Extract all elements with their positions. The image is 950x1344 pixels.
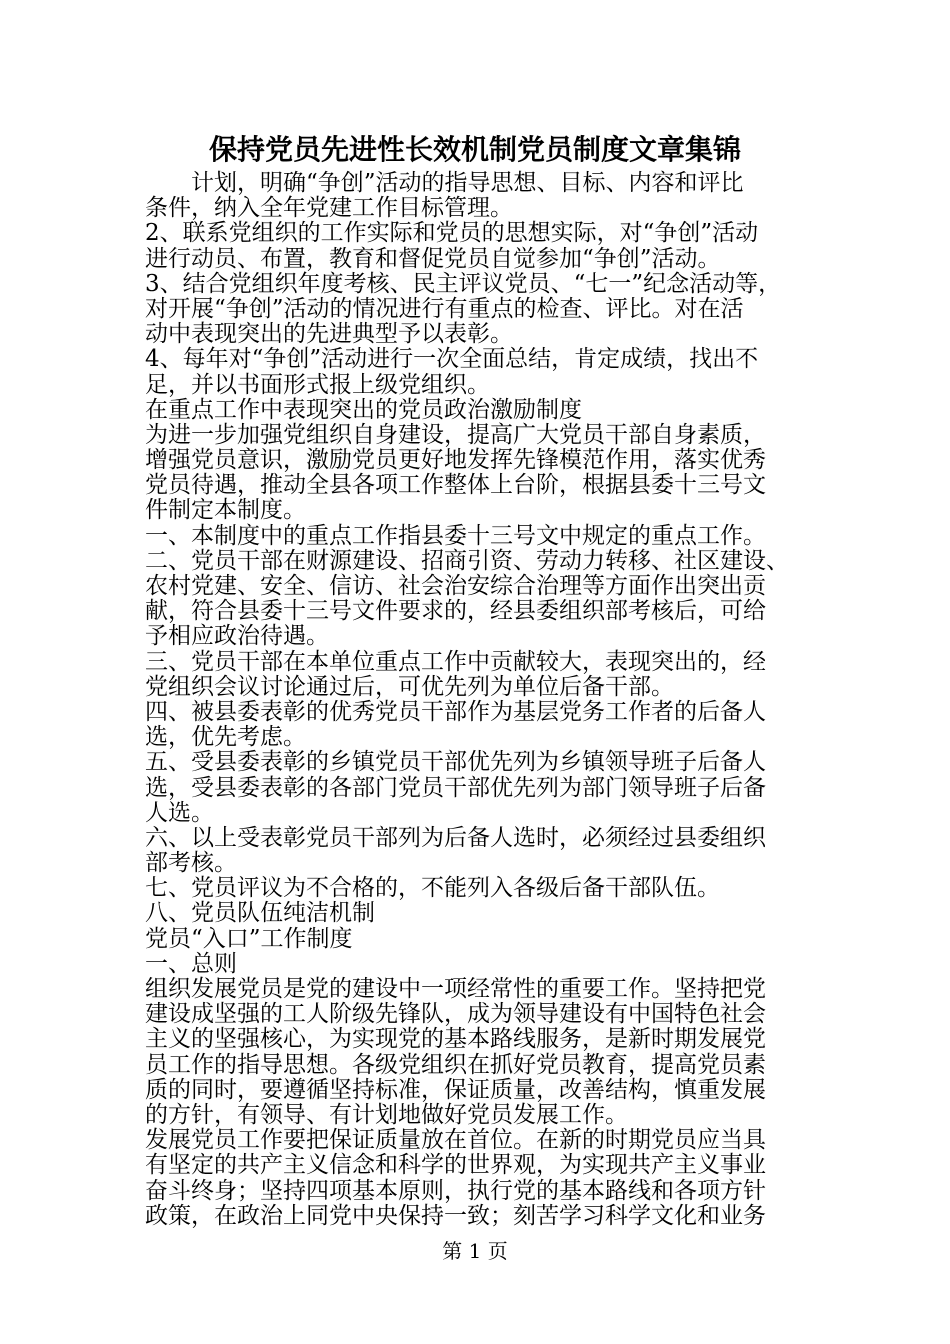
text-line: 为进一步加强党组织自身建设，提高广大党员干部自身素质， bbox=[145, 421, 766, 448]
page-number: 第 1 页 bbox=[442, 1239, 508, 1263]
document-title: 保持党员先进性长效机制党员制度文章集锦 bbox=[208, 133, 741, 166]
text-line: 选，优先考虑。 bbox=[145, 724, 306, 751]
text-line: 农村党建、安全、信访、社会治安综合治理等方面作出突出贡 bbox=[145, 573, 766, 599]
text-line: 2、联系党组织的工作实际和党员的思想实际，对“争创”活动 bbox=[145, 220, 759, 247]
text-line: 党员“入口”工作制度 bbox=[145, 925, 353, 952]
text-line: 部考核。 bbox=[145, 850, 237, 877]
text-line: 政策，在政治上同党中央保持一致；刻苦学习科学文化和业务 bbox=[145, 1202, 766, 1229]
text-line: 四、被县委表彰的优秀党员干部作为基层党务工作者的后备人 bbox=[145, 698, 766, 725]
text-line: 一、本制度中的重点工作指县委十三号文中规定的重点工作。 bbox=[145, 522, 766, 549]
text-line: 的方针，有领导、有计划地做好党员发展工作。 bbox=[145, 1101, 628, 1128]
text-line: 对开展“争创”活动的情况进行有重点的检查、评比。对在活 bbox=[145, 295, 744, 322]
text-line: 三、党员干部在本单位重点工作中贡献较大，表现突出的，经 bbox=[145, 648, 766, 675]
text-line: 奋斗终身；坚持四项基本原则，执行党的基本路线和各项方针 bbox=[145, 1177, 766, 1204]
text-line: 主义的坚强核心，为实现党的基本路线服务，是新时期发展党 bbox=[145, 1026, 766, 1053]
text-line: 在重点工作中表现突出的党员政治激励制度 bbox=[145, 396, 582, 423]
text-line: 组织发展党员是党的建设中一项经常性的重要工作。坚持把党 bbox=[145, 976, 766, 1002]
text-line: 员工作的指导思想。各级党组织在抓好党员教育，提高党员素 bbox=[145, 1051, 766, 1078]
text-line: 党员待遇，推动全县各项工作整体上台阶，根据县委十三号文 bbox=[145, 472, 766, 499]
text-line: 二、党员干部在财源建设、招商引资、劳动力转移、社区建设、 bbox=[145, 547, 789, 574]
document-body bbox=[145, 171, 825, 1229]
text-line: 党组织会议讨论通过后，可优先列为单位后备干部。 bbox=[145, 673, 674, 700]
text-line: 建设成坚强的工人阶级先锋队，成为领导建设有中国特色社会 bbox=[145, 1001, 766, 1028]
text-line: 件制定本制度。 bbox=[145, 497, 306, 524]
text-line: 六、以上受表彰党员干部列为后备人选时，必须经过县委组织 bbox=[145, 824, 766, 851]
text-line: 发展党员工作要把保证质量放在首位。在新的时期党员应当具 bbox=[145, 1127, 766, 1154]
text-line: 3、结合党组织年度考核、民主评议党员、“七一”纪念活动等， bbox=[145, 270, 782, 297]
text-line: 一、总则 bbox=[145, 950, 237, 977]
text-line: 进行动员、布置，教育和督促党员自觉参加“争创”活动。 bbox=[145, 245, 721, 272]
text-line: 五、受县委表彰的乡镇党员干部优先列为乡镇领导班子后备人 bbox=[145, 749, 766, 776]
text-line: 动中表现突出的先进典型予以表彰。 bbox=[145, 321, 513, 348]
text-line: 增强党员意识，激励党员更好地发挥先锋模范作用，落实优秀 bbox=[145, 447, 766, 474]
text-line: 献，符合县委十三号文件要求的，经县委组织部考核后，可给 bbox=[145, 598, 766, 625]
text-line: 质的同时，要遵循坚持标准，保证质量，改善结构，慎重发展 bbox=[145, 1076, 766, 1103]
text-line: 七、党员评议为不合格的，不能列入各级后备干部队伍。 bbox=[145, 875, 720, 902]
text-line: 4、每年对“争创”活动进行一次全面总结，肯定成绩，找出不 bbox=[145, 346, 759, 373]
text-line: 选，受县委表彰的各部门党员干部优先列为部门领导班子后备 bbox=[145, 774, 766, 801]
text-line: 八、党员队伍纯洁机制 bbox=[145, 900, 375, 927]
text-line: 条件，纳入全年党建工作目标管理。 bbox=[145, 195, 513, 222]
text-line: 人选。 bbox=[145, 799, 214, 826]
text-line: 有坚定的共产主义信念和科学的世界观，为实现共产主义事业 bbox=[145, 1152, 766, 1179]
text-line: 计划，明确“争创”活动的指导思想、目标、内容和评比 bbox=[191, 170, 744, 196]
text-line: 足，并以书面形式报上级党组织。 bbox=[145, 371, 490, 398]
text-line: 予相应政治待遇。 bbox=[145, 623, 329, 650]
